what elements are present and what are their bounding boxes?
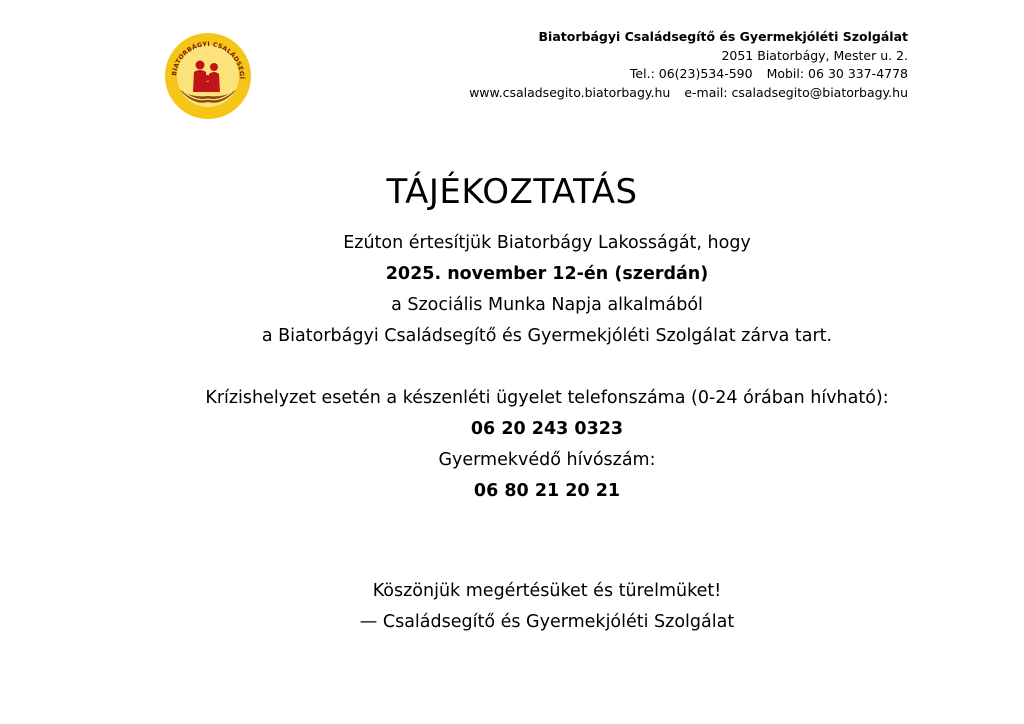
logo-ring-text: BIATORBÁGYI CSALÁDSEGÍ <box>171 40 246 80</box>
organization-name: Biatorbágyi Családsegítő és Gyermekjóléti Szolgálat <box>538 29 908 44</box>
crisis-info: Krízishelyzet esetén a készenléti ügyelet telefonszáma (0-24 órában hívható): <box>205 388 889 408</box>
thanks-message: Köszönjük megértésüket és türelmüket! <box>372 581 722 601</box>
signature: — Családsegítő és Gyermekjóléti Szolgálat <box>359 612 735 632</box>
address: 2051 Biatorbágy, Mester u. 2. <box>721 47 908 63</box>
letterhead <box>469 28 908 102</box>
organization-logo <box>164 32 252 120</box>
child-protection-label: Gyermekvédő hívószám: <box>438 450 656 470</box>
notice-intro: Ezúton értesítjük Biatorbágy Lakosságát, hogy <box>343 233 751 253</box>
notice-occasion: a Szociális Munka Napja alkalmából <box>391 295 703 315</box>
website-link[interactable]: www.csaladsegito.biatorbagy.hu <box>469 84 671 100</box>
mobile-number: Mobil: 06 30 337-4778 <box>766 66 908 81</box>
page-title: TÁJÉKOZTATÁS <box>386 172 638 212</box>
child-protection-number: 06 80 21 20 21 <box>473 481 621 501</box>
closure-date: 2025. november 12-én (szerdán) <box>385 264 709 284</box>
family-hands-icon <box>164 32 252 120</box>
email-link[interactable]: e-mail: csaladsegito@biatorbagy.hu <box>684 84 908 100</box>
contact-phones <box>469 65 908 84</box>
notice-closure: a Biatorbágyi Családsegítő és Gyermekjóléti Szolgálat zárva tart. <box>261 326 833 346</box>
contact-web <box>469 84 908 103</box>
phone-number: Tel.: 06(23)534-590 <box>629 66 753 81</box>
crisis-phone-number: 06 20 243 0323 <box>470 419 624 439</box>
